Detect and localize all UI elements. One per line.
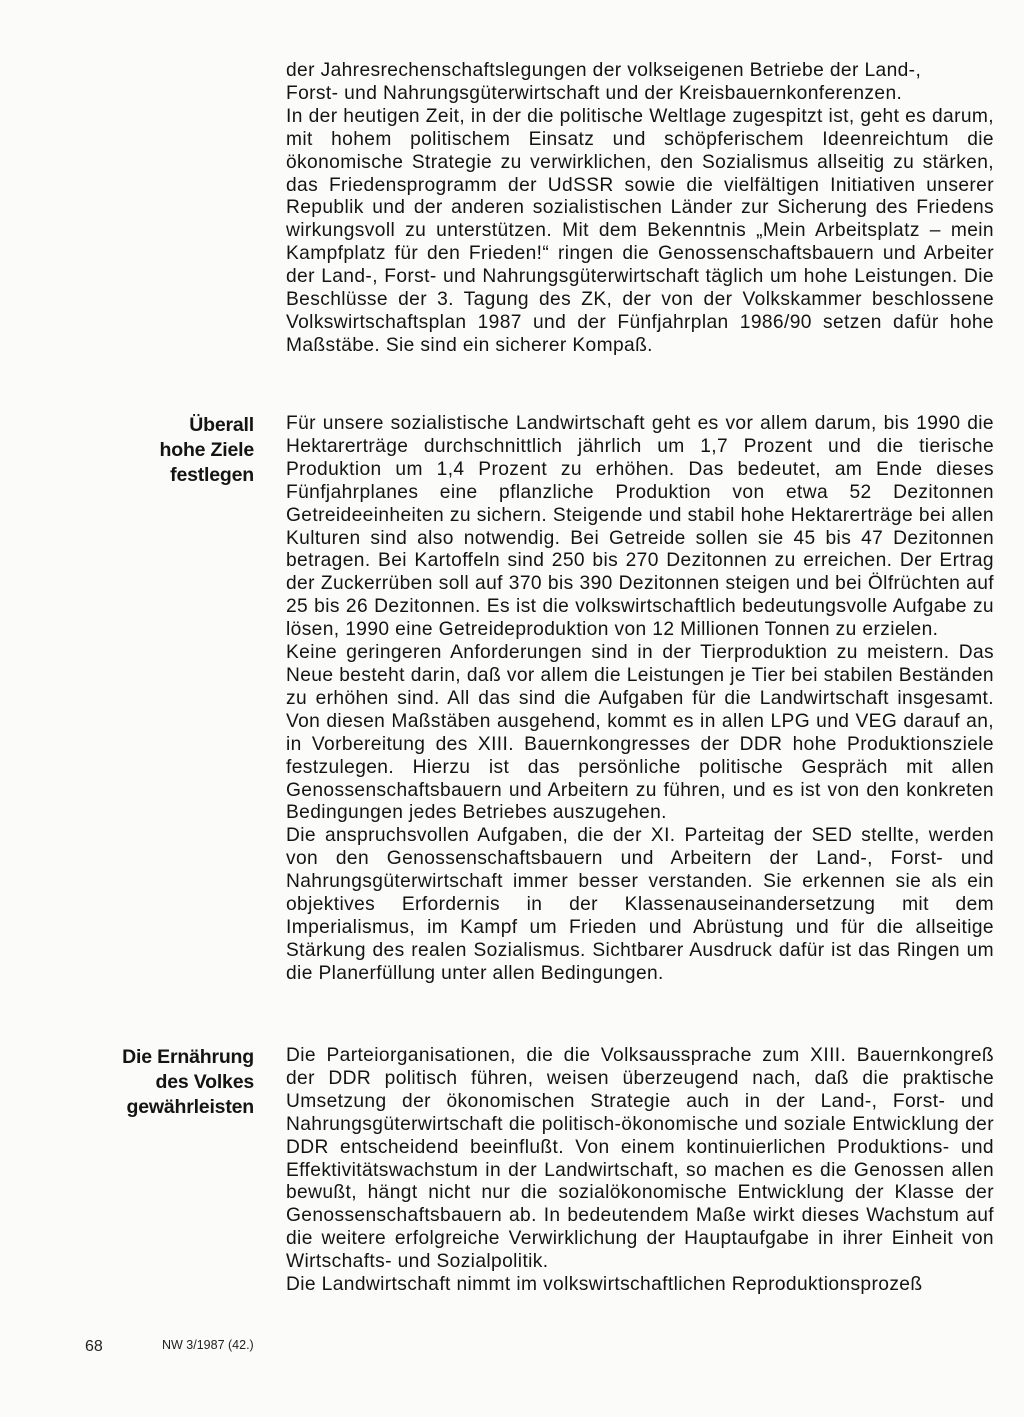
section3-paragraph-2: Die Landwirtschaft nimmt im volkswirtschaftlichen Reproduktionsprozeß: [286, 1274, 923, 1296]
section2-paragraph-1: Für unsere sozialistische Landwirtschaft geht es vor allem darum, bis 1990 die Hektarerträge durchschnittlich jährlich um 1,7 Prozent und die tierische Produktion um 1,4 Prozent zu erhöhen. Das bedeutet, am Ende dieses Fünfjahrplanes eine pflanzliche Produktion von etwa 52 Dezitonnen Getreideeinheiten zu sichern. Steigende und stabil hohe Hektarerträge bei allen Kulturen sind also notwendig. Bei Getreide sollen sie 45 bis 47 Dezitonnen betragen. Bei Kartoffeln sind 250 bis 270 Dezitonnen zu erreichen. Der Ertrag der Zuckerrüben soll auf 370 bis 390 Dezitonnen steigen und bei Ölfrüchten auf 25 bis 26 Dezitonnen. Es ist die volkswirtschaftlich bedeutungsvolle Aufgabe zu lösen, 1990 eine Getreideproduktion von 12 Millionen Tonnen zu erzielen.: [286, 413, 994, 641]
section2-paragraph-2: Keine geringeren Anforderungen sind in der Tierproduktion zu meistern. Das Neue besteht darin, daß vor allem die Leistungen je Tier bei stabilen Beständen zu erhöhen sind. All das sind die Aufgaben für die Landwirtschaft insgesamt. Von diesen Maßstäben ausgehend, kommt es in allen LPG und VEG darauf an, in Vorbereitung des XIII. Bauernkongresses der DDR hohe Produktionsziele festzulegen. Hierzu ist das persönliche politische Gespräch mit allen Genossenschaftsbauern und Arbeitern zu führen, und es ist von den konkreten Bedingungen jedes Betriebes auszugehen.: [286, 642, 994, 824]
section2-paragraph-3: Die anspruchsvollen Aufgaben, die der XI. Parteitag der SED stellte, werden von den Genossenschaftsbauern und Arbeitern der Land-, Forst- und Nahrungsgüterwirtschaft immer besser verstanden. Sie erkennen sie als ein objektives Erfordernis in der Klassenauseinandersetzung mit dem Imperialismus, im Kampf um Frieden und Abrüstung und für die allseitige Stärkung des realen Sozialismus. Sichtbarer Ausdruck dafür ist das Ringen um die Planerfüllung unter allen Bedingungen.: [286, 825, 994, 984]
journal-reference: NW 3/1987 (42.): [162, 1338, 254, 1352]
heading-ernaehrung-des-volkes: Die Ernährung des Volkes gewährleisten: [122, 1046, 254, 1118]
page-number: 68: [85, 1338, 103, 1355]
section-ernaehrung-des-volkes: [286, 1045, 994, 1297]
section3-paragraph-1: Die Parteiorganisationen, die die Volksaussprache zum XIII. Bauernkongreß der DDR politisch führen, weisen überzeugend nach, daß die praktische Umsetzung der ökonomischen Strategie auch in der Land-, Forst- und Nahrungsgüterwirtschaft die politisch-ökonomische und soziale Entwicklung der DDR entscheidend beeinflußt. Von einem kontinuierlichen Produktions- und Effektivitätswachstum in der Landwirtschaft, so machen es die Genossen allen bewußt, hängt nicht nur die sozialökonomische Entwicklung der Klasse der Genossenschaftsbauern ab. In bedeutendem Maße wirkt dieses Wachstum auf die weitere erfolgreiche Verwirklichung der Hauptaufgabe in ihrer Einheit von Wirtschafts- und Sozialpolitik.: [286, 1045, 994, 1273]
heading-ueberall-hohe-ziele: Überall hohe Ziele festlegen: [159, 414, 254, 486]
intro-block: [286, 60, 994, 358]
intro-paragraph: In der heutigen Zeit, in der die politische Weltlage zugespitzt ist, geht es darum, mit hohem politischem Einsatz und schöpferischem Ideenreichtum die ökonomische Strategie zu verwirklichen, den Sozialismus allseitig zu stärken, das Friedensprogramm der UdSSR sowie die vielfältigen Initiativen unserer Republik und der anderen sozialistischen Länder zur Sicherung des Friedens wirkungsvoll zu unterstützen. Mit dem Bekenntnis „Mein Arbeitsplatz – mein Kampfplatz für den Frieden!“ ringen die Genossenschaftsbauern und Arbeiter der Land-, Forst- und Nahrungsgüterwirtschaft täglich um hohe Leistungen. Die Beschlüsse der 3. Tagung des ZK, der von der Volkskammer beschlossene Volkswirtschaftsplan 1987 und der Fünfjahrplan 1986/90 setzen dafür hohe Maßstäbe. Sie sind ein sicherer Kompaß.: [286, 105, 994, 356]
section-ueberall-hohe-ziele: [286, 413, 994, 986]
intro-continuation: der Jahresrechenschaftslegungen der volkseigenen Betriebe der Land-, Forst- und Nahrungsgüterwirtschaft und der Kreisbauernkonferenzen.: [286, 60, 922, 104]
